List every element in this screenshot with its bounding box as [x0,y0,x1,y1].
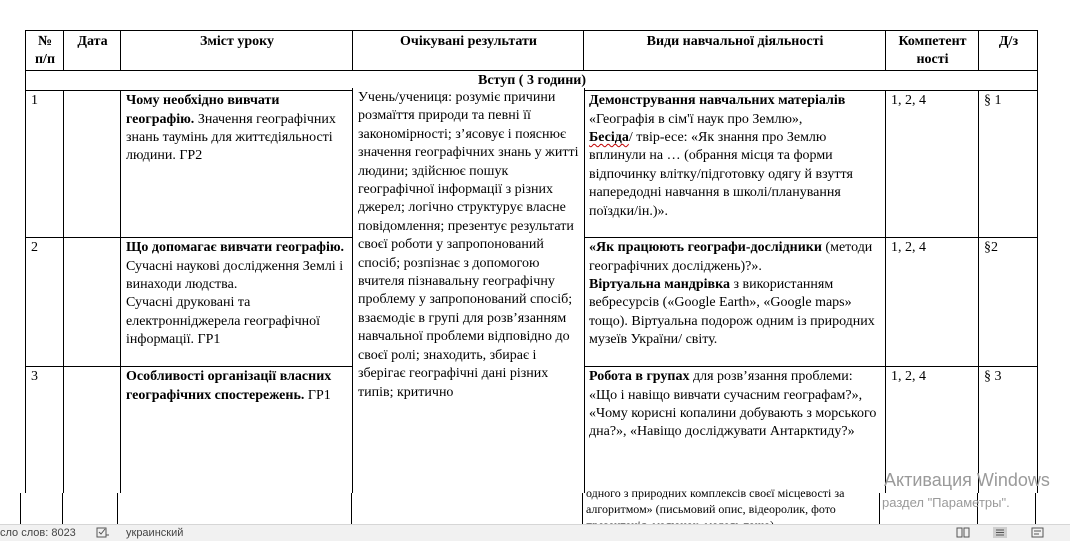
row-number: 1 [26,91,64,238]
row-number: 3 [26,367,64,507]
row-topic [121,367,353,507]
topic-description: Сучасні наукові дослідження Землі і винаходи людства. [126,258,344,293]
row-number: 2 [26,238,64,367]
row-competences: 1, 2, 4 [886,238,979,367]
web-layout-icon[interactable] [1031,527,1045,538]
activity-title: Робота в групах [589,369,690,385]
print-layout-icon[interactable] [993,527,1007,538]
column-line [20,493,21,524]
column-line [1035,493,1036,524]
row-homework: § 1 [979,91,1038,238]
activity-text: «Географія в сім'ї наук про Землю», [589,111,803,127]
topic-title: Що допомагає вивчати географію. [126,240,345,256]
column-line [117,493,118,524]
proofing-icon[interactable] [96,527,110,538]
header-competences: Компетент ності [886,31,979,71]
activity-text: для розв’язання проблеми: «Що і навіщо вивчати сучасним географам?», «Чому корисні копалини добувають з морського дна?», «Навіщо досліджувати Антарктиду?» [589,369,877,440]
topic-description-2: Сучасні друковані та електронніджерела географічної інформації. ГР1 [126,295,321,348]
word-count[interactable]: сло слов: 8023 [0,527,76,539]
header-activities: Види навчальної діяльності [584,31,886,71]
row-date [64,238,121,367]
column-line [879,493,880,524]
row-date [64,91,121,238]
row-date [64,367,121,507]
column-line [351,493,352,524]
column-line [62,493,63,524]
row-homework: § 3 [979,367,1038,507]
row-homework: §2 [979,238,1038,367]
fragment-activity-text: одного з природних комплексів своєї місцевості за алгоритмом» (письмовий опис, відеоролик, фото [586,486,845,516]
row-competences: 1, 2, 4 [886,367,979,507]
header-num: № п/п [26,31,64,71]
table-header-row [26,31,1038,71]
header-homework: Д/з [979,31,1038,71]
status-bar [0,524,1070,541]
activity-title: «Як працюють географи-дослідники [589,240,822,256]
activation-watermark-subtitle: раздел "Параметры". [882,495,1010,510]
row-topic [121,91,353,238]
row-activities [584,91,886,238]
activity-title-2: Віртуальна мандрівка [589,277,730,293]
activity-title-2: Бесіда [589,130,629,146]
row-topic [121,238,353,367]
topic-description: ГР1 [304,387,331,403]
header-topic: Зміст уроку [121,31,353,71]
topic-title: Чому необхідно вивчати географію. [126,93,280,127]
activity-title: Демонстрування навчальних матеріалів [589,93,846,109]
activity-text-2: / твір-есе: «Як знання про Землю вплинули на … (обрання місця та форми відпочинку влітку/підготовку одягу й взуття напередодні навчання в школі/планування поїздки/ін.)». [589,130,853,219]
section-title: Вступ ( 3 години) [26,70,1038,90]
read-mode-icon[interactable] [956,527,970,538]
topic-description: Значення географічних знань таумінь для життєдіяльності людини. ГР2 [126,111,336,164]
topic-title: Особливості організації власних географічних спостережень. [126,369,332,403]
activity-text: (методи географічних досліджень)?». [589,240,873,274]
expected-results-merged-cell [352,88,585,493]
activation-watermark-title: Активация Windows [884,470,1050,490]
row-activities [584,238,886,367]
activity-text-2: з використанням вебресурсів («Google Earth», «Google maps» тощо). Віртуальна подорож одним із природних музеїв України/ світу. [589,277,875,348]
column-line [582,493,583,524]
header-date: Дата [64,31,121,71]
language-indicator[interactable]: украинский [126,527,184,539]
header-results: Очікувані результати [353,31,584,71]
row-competences: 1, 2, 4 [886,91,979,238]
expected-results-text: Учень/учениця: розуміє причини розмаїття природи та певні її закономірності; з’ясовує і пояснює значення географічних знань у житті людини; здійснює пошук географічної інформації з різних джерел; логічно структурує власне повідомлення; презентує результати своєї роботи у запропонований спосіб; розпізнає з допомогою вчителя пізнавальну географічну проблему у запропонований спосіб; взаємодіє в групі для розв’язанням навчальної проблеми відповідно до своєї ролі; знаходить, збирає і зберігає географічні дані різних типів; критично [358,90,579,400]
